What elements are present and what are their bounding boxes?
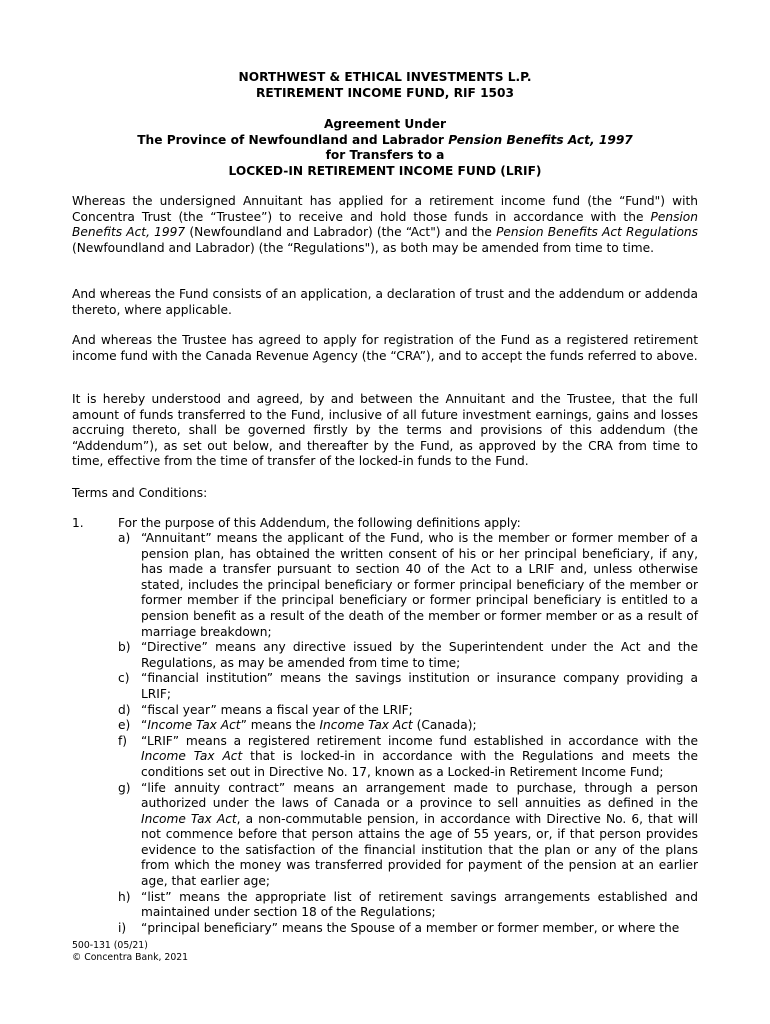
- text-run: (Canada);: [412, 718, 477, 733]
- item-text: “fiscal year” means a fiscal year of the LRIF;: [141, 702, 413, 717]
- definition-item: [118, 531, 698, 640]
- whereas-paragraph-1: [72, 194, 698, 256]
- definition-item: [118, 703, 698, 719]
- company-name: NORTHWEST & ETHICAL INVESTMENTS L.P.: [238, 70, 532, 84]
- text-run: “: [141, 718, 148, 733]
- agreement-line-3: for Transfers to a: [325, 148, 445, 162]
- act-name: Pension Benefits Act, 1997: [448, 132, 633, 147]
- definition-item: [118, 890, 698, 921]
- item-label: e): [118, 718, 131, 733]
- text-run: (Newfoundland and Labrador) (the “Regulations"), as both may be amended from time to time.: [72, 240, 655, 255]
- page-footer: [72, 940, 188, 964]
- item-label: g): [118, 780, 131, 795]
- act-name: Income Tax Act: [147, 718, 241, 733]
- text-run: , a non-commutable pension, in accordance with Directive No. 6, that will not commence before that person attains the age of 55 years, or, if that person provides evidence to the satisfaction of the financial institution that the plan or any of the plans from which the money was transferred provided for payment of the pension at an earlier age, that earlier age;: [141, 811, 698, 889]
- form-number: 500-131 (05/21): [72, 940, 148, 951]
- item-label: d): [118, 702, 131, 717]
- item-text: “list” means the appropriate list of retirement savings arrangements established and maintained under section 18 of the Regulations;: [141, 889, 698, 920]
- definitions-list: [118, 531, 698, 936]
- section-number: 1.: [72, 516, 84, 530]
- act-name: Income Tax Act: [141, 811, 237, 826]
- item-label: a): [118, 531, 131, 545]
- text-run: Whereas the undersigned Annuitant has applied for a retirement income fund (the “Fund") with Concentra Trust (the “Trustee”) to receive and hold those funds in accordance with the: [72, 194, 698, 224]
- agreement-line-1: Agreement Under: [324, 117, 446, 131]
- text-run: that is locked-in in accordance with the Regulations and meets the conditions set out in Directive No. 17, known as a Locked-in Retirement Income Fund;: [141, 749, 698, 779]
- fund-name: RETIREMENT INCOME FUND, RIF 1503: [255, 85, 515, 100]
- definition-item: [118, 781, 698, 890]
- agreement-title: [0, 117, 770, 179]
- text-run: (Newfoundland and Labrador) (the “Act") and the: [185, 225, 497, 240]
- agreement-line-4: LOCKED-IN RETIREMENT INCOME FUND (LRIF): [228, 163, 542, 178]
- copyright-notice: © Concentra Bank, 2021: [72, 952, 189, 963]
- province-text: The Province of Newfoundland and Labrador: [137, 132, 449, 147]
- act-name: Pension Benefits Act, 1997: [72, 209, 698, 240]
- terms-heading: Terms and Conditions:: [72, 486, 208, 500]
- text-run: “life annuity contract” means an arrangement made to purchase, through a person authorized under the laws of Canada or a province to sell annuities as defined in the: [141, 780, 698, 811]
- agreement-line-2: [0, 133, 770, 149]
- act-name: Income Tax Act: [141, 749, 243, 764]
- item-label: b): [118, 640, 131, 655]
- whereas-paragraph-2: And whereas the Fund consists of an application, a declaration of trust and the addendum or addenda thereto, where applicable.: [72, 287, 698, 317]
- section-intro: For the purpose of this Addendum, the following definitions apply:: [118, 516, 521, 530]
- whereas-paragraph-3: And whereas the Trustee has agreed to apply for registration of the Fund as a registered retirement income fund with the Canada Revenue Agency (the “CRA”), and to accept the funds referred to above.: [72, 333, 698, 363]
- item-text: “principal beneficiary” means the Spouse of a member or former member, or where the: [141, 920, 680, 935]
- regulations-name: Pension Benefits Act Regulations: [496, 225, 699, 240]
- item-label: f): [118, 733, 128, 748]
- item-label: i): [118, 920, 127, 935]
- agreement-paragraph: It is hereby understood and agreed, by and between the Annuitant and the Trustee, that the full amount of funds transferred to the Fund, inclusive of all future investment earnings, gains and losses accruing thereto, shall be governed firstly by the terms and provisions of this addendum (the “Addendum”), as set out below, and thereafter by the Fund, as approved by the CRA from time to time, effective from the time of transfer of the locked-in funds to the Fund.: [72, 392, 698, 469]
- item-text: “financial institution” means the savings institution or insurance company providing a LRIF;: [141, 671, 698, 701]
- item-text: “Directive” means any directive issued by the Superintendent under the Act and the Regulations, as may be amended from time to time;: [141, 640, 698, 670]
- definition-item: [118, 734, 698, 781]
- text-run: ” means the: [240, 718, 320, 733]
- item-text: “Annuitant” means the applicant of the Fund, who is the member or former member of a pension plan, has obtained the written consent of his or her principal beneficiary, if any, has made a transfer pursuant to section 40 of the Act to a LRIF and, unless otherwise stated, includes the principal beneficiary or former principal beneficiary of the member or former member if the principal beneficiary or former principal beneficiary is entitled to a pension benefit as a result of the death of the member or former member or as a result of marriage breakdown;: [141, 531, 698, 639]
- act-name: Income Tax Act: [319, 718, 413, 733]
- item-label: c): [118, 671, 130, 686]
- definition-item: [118, 921, 698, 937]
- text-run: “LRIF” means a registered retirement income fund established in accordance with the: [141, 733, 698, 748]
- definition-item: [118, 671, 698, 702]
- definition-item: [118, 640, 698, 671]
- definition-item: [118, 718, 698, 734]
- item-label: h): [118, 889, 131, 904]
- document-header: [0, 70, 770, 101]
